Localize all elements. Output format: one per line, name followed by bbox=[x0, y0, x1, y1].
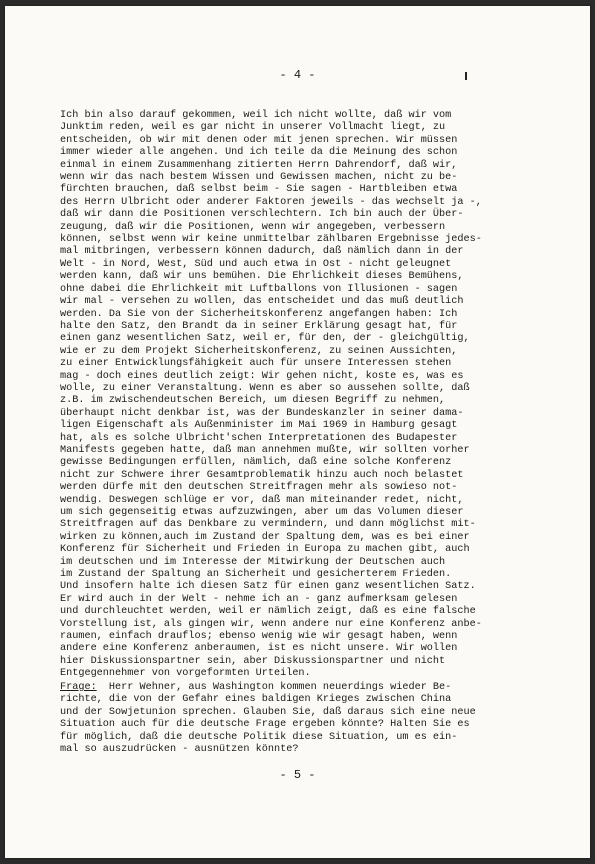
body-line: wir mal - versehen zu wollen, das entscheidet und das muß deutlich bbox=[60, 296, 464, 308]
body-line: im deutschen und im Interesse der Mitwirkung der Deutschen auch bbox=[60, 556, 446, 568]
body-line: Vorstellung ist, als gingen wir, wenn andere nur eine Konferenz anbe- bbox=[60, 618, 482, 630]
body-line: einmal in einem Zusammenhang zitierten Herrn Dahrendorf, daß wir, bbox=[60, 159, 458, 171]
body-line: halte den Satz, den Brandt da in seiner Erklärung gesagt hat, für bbox=[60, 320, 458, 332]
body-line: Welt - in Nord, West, Süd und auch etwa in Ost - nicht geleugnet bbox=[60, 258, 452, 270]
question-line: für möglich, daß die deutsche Politik diese Situation, um es ein- bbox=[60, 731, 458, 743]
question-first-line bbox=[60, 682, 565, 694]
page-number-top: - 4 - bbox=[279, 68, 316, 82]
body-line: Und insofern halte ich diesen Satz für einen ganz wesentlichen Satz. bbox=[60, 581, 476, 593]
body-line: einen ganz wesentlichen Satz, weil er, für den, der - gleichgültig, bbox=[60, 333, 470, 345]
body-line: z.B. im zwischendeutschen Bereich, um diesen Begriff zu nehmen, bbox=[60, 395, 446, 407]
body-line: wendig. Deswegen schlüge er vor, daß man miteinander redet, nicht, bbox=[60, 494, 464, 506]
body-line: werden. Da Sie von der Sicherheitskonferenz angefangen haben: Ich bbox=[60, 308, 458, 320]
body-line: nicht zur Schwere ihrer Gesamtproblematik hinzu auch noch belastet bbox=[60, 469, 464, 481]
body-line: um sich gegenseitig etwas aufzuzwingen, aber um das Volumen dieser bbox=[60, 507, 464, 518]
body-line: andere eine Konferenz anberaumen, ist es nicht unsere. Wir wollen bbox=[60, 643, 458, 655]
body-line: im Zustand der Spaltung an Sicherheit und gesicherterem Frieden. bbox=[60, 569, 452, 581]
body-line: hat, als es solche Ulbricht'schen Interpretationen des Budapester bbox=[60, 432, 458, 444]
body-line: hier Diskussionspartner sein, aber Diskussionspartner und nicht bbox=[60, 655, 446, 667]
body-line: werden dürfe mit den deutschen Streitfragen mehr als sowieso not- bbox=[60, 482, 458, 494]
body-line: ligen Eigenschaft als Außenminister im Mai 1969 in Hamburg gesagt bbox=[60, 420, 458, 432]
body-line: mag - doch eines deutlich zeigt: Wir gehen nicht, koste es, was es bbox=[60, 370, 464, 382]
body-line: zu einer Entwicklungsfähigkeit auch für unsere Interessen stehen bbox=[60, 358, 452, 370]
body-line: Streitfragen auf das Denkbare zu vermindern, und dann möglichst mit- bbox=[60, 519, 476, 531]
question-first-line-text: Herr Wehner, aus Washington kommen neuerdings wieder Be- bbox=[96, 682, 452, 693]
body-line: wolle, zu einer Veranstaltung. Wenn es aber so aussehen sollte, daß bbox=[60, 382, 470, 394]
body-line: können, selbst wenn wir keine unmittelbar zählbaren Ergebnisse jedes- bbox=[60, 234, 482, 246]
body-line: Junktim reden, weil es gar nicht in unserer Vollmacht liegt, zu bbox=[60, 122, 446, 134]
body-line: daß wir dann die Positionen verschlechtern. Ich bin auch der Über- bbox=[60, 209, 464, 221]
body-line: wie er zu dem Projekt Sicherheitskonferenz, zu seinen Aussichten, bbox=[60, 345, 458, 357]
body-line: Er wird auch in der Welt - nehme ich an - ganz aufmerksam gelesen bbox=[60, 593, 458, 605]
body-line: wirken zu können,auch im Zustand der Spaltung dem, was es bei einer bbox=[60, 531, 470, 543]
body-line: mal mitbringen, verbessern können dadurch, daß nämlich dann in der bbox=[60, 246, 464, 258]
body-line: entscheiden, ob wir mit denen oder mit jenen sprechen. Wir müssen bbox=[60, 134, 458, 146]
question-line: mal so auszudrücken - ausnützen könnte? bbox=[60, 744, 299, 756]
body-line: Manifests gegeben hatte, daß man annehmen mußte, wir sollten vorher bbox=[60, 444, 470, 456]
body-line: raumen, einfach drauflos; ebenso wenig wie wir gesagt haben, wenn bbox=[60, 631, 458, 643]
body-line: gewisse Bedingungen erfüllen, nämlich, daß eine solche Konferenz bbox=[60, 457, 452, 469]
body-line: Konferenz für Sicherheit und Frieden in Europa zu machen gibt, auch bbox=[60, 544, 470, 556]
question-lines bbox=[60, 694, 565, 756]
body-line: immer wieder alle angehen. Und ich teile da die Meinung des schon bbox=[60, 147, 458, 159]
question-paragraph bbox=[60, 682, 565, 756]
document-page bbox=[5, 6, 590, 858]
question-line: und der Sowjetunion sprechen. Glauben Sie, daß daraus sich eine neue bbox=[60, 706, 476, 718]
body-line: wenn wir das nach bestem Wissen und Gewissen machen, nicht zu be- bbox=[60, 172, 458, 184]
body-line: und durchleuchtet werden, weil er nämlich zeigt, daß es eine falsche bbox=[60, 606, 476, 618]
page-number-bottom: - 5 - bbox=[279, 768, 316, 782]
body-line: Ich bin also darauf gekommen, weil ich nicht wollte, daß wir vom bbox=[60, 110, 452, 121]
corner-mark bbox=[465, 72, 467, 80]
question-label: Frage: bbox=[60, 682, 97, 693]
body-line: werden kann, daß wir uns bemühen. Die Ehrlichkeit dieses Bemühens, bbox=[60, 271, 464, 283]
body-line: zeugung, daß wir die Positionen, wenn wir angegeben, verbessern bbox=[60, 221, 446, 233]
body-line: überhaupt nicht denkbar ist, was der Bundeskanzler in seiner dama- bbox=[60, 407, 464, 419]
body-paragraph bbox=[60, 110, 565, 681]
body-line: des Herrn Ulbricht oder anderer Faktoren jeweils - das wechselt ja -, bbox=[60, 196, 482, 208]
body-line: ohne dabei die Ehrlichkeit mit Luftballons von Illusionen - sagen bbox=[60, 283, 458, 295]
question-line: Situation auch für die deutsche Frage ergeben könnte? Halten Sie es bbox=[60, 719, 470, 731]
body-line: fürchten brauchen, daß selbst beim - Sie sagen - Hartbleiben etwa bbox=[60, 184, 458, 196]
body-line: Entgegennehmer von vorgeformten Urteilen. bbox=[60, 668, 311, 680]
question-line: richte, die von der Gefahr eines baldigen Krieges zwischen China bbox=[60, 694, 452, 706]
